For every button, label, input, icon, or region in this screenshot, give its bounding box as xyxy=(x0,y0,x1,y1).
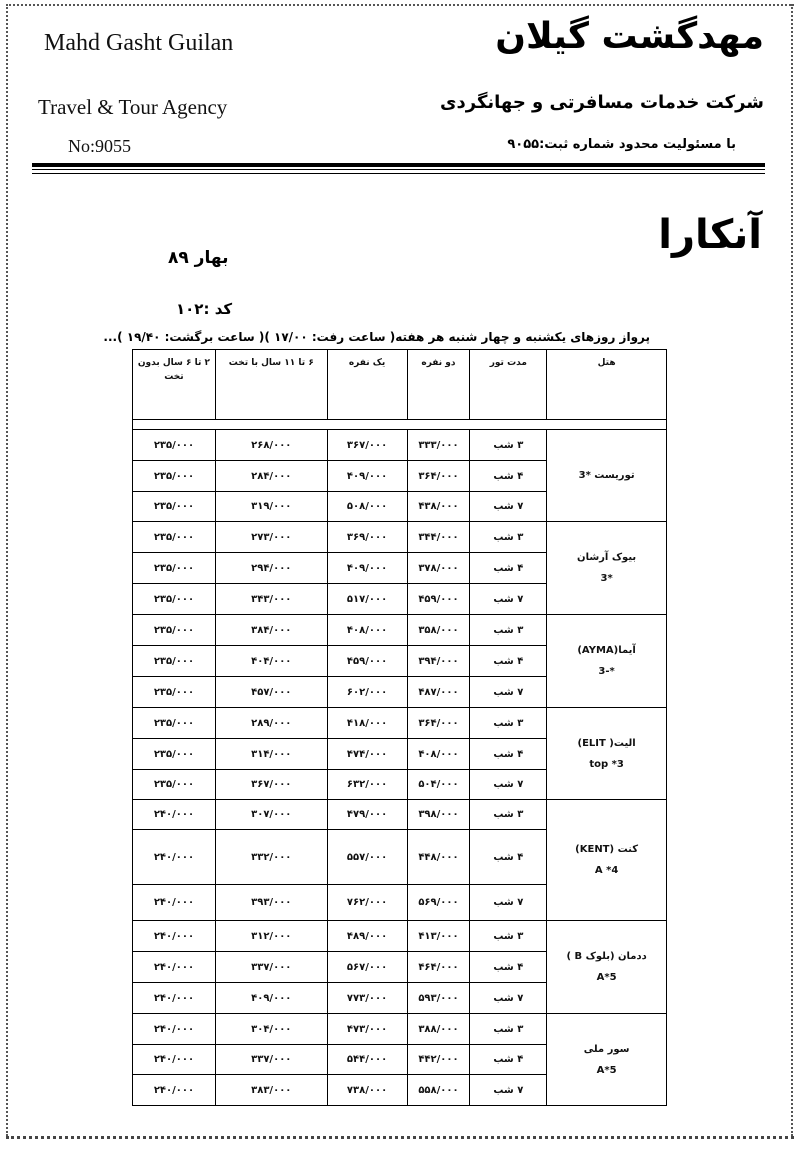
cell-c26: ۲۴۰/۰۰۰ xyxy=(133,830,216,885)
cell-c26: ۲۳۵/۰۰۰ xyxy=(133,708,216,739)
cell-double: ۳۹۴/۰۰۰ xyxy=(407,646,470,677)
cell-single: ۵۵۷/۰۰۰ xyxy=(327,830,407,885)
cell-single: ۶۰۲/۰۰۰ xyxy=(327,677,407,708)
cell-c26: ۲۳۵/۰۰۰ xyxy=(133,646,216,677)
cell-double: ۴۳۸/۰۰۰ xyxy=(407,492,470,522)
agency-subtitle-persian: شرکت خدمات مسافرتی و جهانگردی xyxy=(440,92,764,113)
cell-double: ۳۶۴/۰۰۰ xyxy=(407,461,470,492)
page-border-bottom xyxy=(6,1136,794,1139)
cell-duration: ۳ شب xyxy=(470,800,547,830)
cell-c611: ۲۷۳/۰۰۰ xyxy=(215,522,327,553)
price-table-body xyxy=(133,420,667,1106)
hotel-name-cell xyxy=(547,708,667,800)
cell-double: ۳۹۸/۰۰۰ xyxy=(407,800,470,830)
cell-c611: ۲۸۴/۰۰۰ xyxy=(215,461,327,492)
hotel-stars: 5*A xyxy=(596,1064,617,1076)
cell-double: ۴۱۳/۰۰۰ xyxy=(407,921,470,952)
season-label: بهار ۸۹ xyxy=(168,248,229,268)
cell-c26: ۲۳۵/۰۰۰ xyxy=(133,615,216,646)
table-spacer-row xyxy=(133,420,667,430)
cell-c611: ۳۸۳/۰۰۰ xyxy=(215,1075,327,1106)
cell-c26: ۲۳۵/۰۰۰ xyxy=(133,553,216,584)
hotel-name: کنت (KENT) xyxy=(575,844,639,855)
table-row xyxy=(133,430,667,461)
cell-single: ۴۰۹/۰۰۰ xyxy=(327,553,407,584)
cell-c611: ۳۸۴/۰۰۰ xyxy=(215,615,327,646)
cell-single: ۴۰۹/۰۰۰ xyxy=(327,461,407,492)
cell-single: ۴۱۸/۰۰۰ xyxy=(327,708,407,739)
hotel-name-cell xyxy=(547,430,667,522)
cell-c26: ۲۳۵/۰۰۰ xyxy=(133,584,216,615)
cell-single: ۴۷۴/۰۰۰ xyxy=(327,739,407,770)
cell-single: ۵۶۷/۰۰۰ xyxy=(327,952,407,983)
cell-c26: ۲۳۵/۰۰۰ xyxy=(133,492,216,522)
hotel-stars: *-3 xyxy=(598,666,615,677)
cell-c26: ۲۴۰/۰۰۰ xyxy=(133,1045,216,1075)
cell-duration: ۴ شب xyxy=(470,952,547,983)
cell-c611: ۴۰۴/۰۰۰ xyxy=(215,646,327,677)
registration-number-english: No:9055 xyxy=(68,136,131,156)
cell-duration: ۳ شب xyxy=(470,1014,547,1045)
table-spacer-cell xyxy=(133,420,667,430)
cell-duration: ۷ شب xyxy=(470,983,547,1014)
cell-double: ۴۵۹/۰۰۰ xyxy=(407,584,470,615)
header-child-2-6: ۲ تا ۶ سال بدون تخت xyxy=(133,350,216,420)
registration-persian: با مسئولیت محدود شماره ثبت:۹۰۵۵ xyxy=(507,137,736,152)
cell-c611: ۳۳۲/۰۰۰ xyxy=(215,830,327,885)
flight-info: پرواز روزهای یکشنبه و چهار شنبه هر هفته( ساعت رفت: ۱۷/۰۰ )( ساعت برگشت: ۱۹/۴۰ )... xyxy=(103,330,650,344)
cell-c611: ۳۳۷/۰۰۰ xyxy=(215,952,327,983)
header-divider-thin-2 xyxy=(32,173,765,174)
cell-c26: ۲۳۵/۰۰۰ xyxy=(133,430,216,461)
cell-single: ۳۶۹/۰۰۰ xyxy=(327,522,407,553)
cell-c611: ۳۶۷/۰۰۰ xyxy=(215,770,327,800)
cell-duration: ۳ شب xyxy=(470,921,547,952)
hotel-stars: 3* top xyxy=(589,758,624,770)
cell-duration: ۳ شب xyxy=(470,522,547,553)
page-border-right xyxy=(791,4,793,1136)
cell-c26: ۲۴۰/۰۰۰ xyxy=(133,1075,216,1106)
cell-single: ۴۸۹/۰۰۰ xyxy=(327,921,407,952)
page-border-left xyxy=(6,4,8,1136)
cell-duration: ۷ شب xyxy=(470,584,547,615)
page-border-top xyxy=(6,4,794,6)
cell-double: ۳۷۸/۰۰۰ xyxy=(407,553,470,584)
cell-single: ۴۷۳/۰۰۰ xyxy=(327,1014,407,1045)
hotel-stars: *3 xyxy=(600,573,613,584)
cell-c611: ۲۹۴/۰۰۰ xyxy=(215,553,327,584)
price-table xyxy=(132,349,667,1106)
agency-name-persian: مهدگشت گیلان xyxy=(495,16,764,57)
cell-c26: ۲۳۵/۰۰۰ xyxy=(133,522,216,553)
cell-double: ۳۳۳/۰۰۰ xyxy=(407,430,470,461)
cell-double: ۳۵۸/۰۰۰ xyxy=(407,615,470,646)
cell-single: ۵۱۷/۰۰۰ xyxy=(327,584,407,615)
cell-double: ۳۴۴/۰۰۰ xyxy=(407,522,470,553)
cell-c26: ۲۳۵/۰۰۰ xyxy=(133,461,216,492)
header-single: یک نفره xyxy=(327,350,407,420)
cell-double: ۳۸۸/۰۰۰ xyxy=(407,1014,470,1045)
cell-c26: ۲۴۰/۰۰۰ xyxy=(133,921,216,952)
cell-duration: ۴ شب xyxy=(470,739,547,770)
tour-code: کد :۱۰۲ xyxy=(176,300,233,318)
cell-c26: ۲۴۰/۰۰۰ xyxy=(133,1014,216,1045)
table-row xyxy=(133,800,667,830)
hotel-name-cell xyxy=(547,615,667,708)
cell-c611: ۲۶۸/۰۰۰ xyxy=(215,430,327,461)
header-hotel: هتل xyxy=(547,350,667,420)
cell-c611: ۳۳۷/۰۰۰ xyxy=(215,1045,327,1075)
cell-double: ۳۶۴/۰۰۰ xyxy=(407,708,470,739)
cell-duration: ۷ شب xyxy=(470,770,547,800)
cell-double: ۵۶۹/۰۰۰ xyxy=(407,885,470,921)
hotel-name-cell xyxy=(547,522,667,615)
cell-single: ۴۷۹/۰۰۰ xyxy=(327,800,407,830)
cell-double: ۴۴۸/۰۰۰ xyxy=(407,830,470,885)
cell-c26: ۲۴۰/۰۰۰ xyxy=(133,800,216,830)
cell-single: ۵۴۴/۰۰۰ xyxy=(327,1045,407,1075)
cell-single: ۶۳۲/۰۰۰ xyxy=(327,770,407,800)
hotel-name-cell xyxy=(547,921,667,1014)
cell-single: ۴۰۸/۰۰۰ xyxy=(327,615,407,646)
cell-duration: ۷ شب xyxy=(470,1075,547,1106)
cell-single: ۷۳۸/۰۰۰ xyxy=(327,1075,407,1106)
header-divider-thin xyxy=(32,169,765,170)
header-duration: مدت تور xyxy=(470,350,547,420)
cell-c611: ۳۹۳/۰۰۰ xyxy=(215,885,327,921)
cell-c611: ۴۵۷/۰۰۰ xyxy=(215,677,327,708)
hotel-stars: 5*A xyxy=(596,972,617,983)
cell-duration: ۳ شب xyxy=(470,615,547,646)
hotel-name: الیت( ELIT) xyxy=(577,737,636,749)
agency-name-english: Mahd Gasht Guilan xyxy=(44,30,234,56)
hotel-name: ددمان (بلوک B ) xyxy=(566,951,647,962)
cell-duration: ۳ شب xyxy=(470,430,547,461)
cell-duration: ۴ شب xyxy=(470,1045,547,1075)
cell-c26: ۲۴۰/۰۰۰ xyxy=(133,983,216,1014)
cell-c26: ۲۳۵/۰۰۰ xyxy=(133,770,216,800)
table-row xyxy=(133,615,667,646)
table-header-row xyxy=(133,350,667,420)
cell-c611: ۲۸۹/۰۰۰ xyxy=(215,708,327,739)
cell-double: ۴۸۷/۰۰۰ xyxy=(407,677,470,708)
cell-single: ۴۵۹/۰۰۰ xyxy=(327,646,407,677)
cell-c26: ۲۳۵/۰۰۰ xyxy=(133,677,216,708)
cell-c26: ۲۳۵/۰۰۰ xyxy=(133,739,216,770)
table-row xyxy=(133,522,667,553)
cell-double: ۴۶۴/۰۰۰ xyxy=(407,952,470,983)
cell-double: ۴۴۲/۰۰۰ xyxy=(407,1045,470,1075)
hotel-name: آیما(AYMA) xyxy=(577,645,636,656)
cell-c26: ۲۴۰/۰۰۰ xyxy=(133,885,216,921)
cell-c611: ۳۱۴/۰۰۰ xyxy=(215,739,327,770)
cell-single: ۵۰۸/۰۰۰ xyxy=(327,492,407,522)
cell-duration: ۴ شب xyxy=(470,830,547,885)
cell-duration: ۳ شب xyxy=(470,708,547,739)
hotel-name-cell xyxy=(547,800,667,921)
cell-duration: ۷ شب xyxy=(470,885,547,921)
cell-duration: ۴ شب xyxy=(470,553,547,584)
cell-single: ۷۶۲/۰۰۰ xyxy=(327,885,407,921)
cell-c611: ۳۰۷/۰۰۰ xyxy=(215,800,327,830)
cell-c611: ۳۰۴/۰۰۰ xyxy=(215,1014,327,1045)
hotel-name: توریست *3 xyxy=(578,470,635,481)
cell-duration: ۴ شب xyxy=(470,646,547,677)
cell-duration: ۷ شب xyxy=(470,492,547,522)
cell-c611: ۳۱۹/۰۰۰ xyxy=(215,492,327,522)
cell-single: ۳۶۷/۰۰۰ xyxy=(327,430,407,461)
cell-double: ۵۹۳/۰۰۰ xyxy=(407,983,470,1014)
table-row xyxy=(133,921,667,952)
header-child-6-11: ۶ تا ۱۱ سال با تخت xyxy=(215,350,327,420)
cell-c611: ۳۱۲/۰۰۰ xyxy=(215,921,327,952)
cell-duration: ۴ شب xyxy=(470,461,547,492)
table-row xyxy=(133,708,667,739)
cell-double: ۵۵۸/۰۰۰ xyxy=(407,1075,470,1106)
hotel-stars: 4* A xyxy=(594,865,619,876)
cell-c611: ۳۴۳/۰۰۰ xyxy=(215,584,327,615)
agency-subtitle-english: Travel & Tour Agency xyxy=(38,95,228,119)
cell-single: ۷۷۳/۰۰۰ xyxy=(327,983,407,1014)
cell-double: ۴۰۸/۰۰۰ xyxy=(407,739,470,770)
cell-duration: ۷ شب xyxy=(470,677,547,708)
cell-double: ۵۰۴/۰۰۰ xyxy=(407,770,470,800)
hotel-name-cell xyxy=(547,1014,667,1106)
hotel-name: بیوک آرشان xyxy=(577,552,637,563)
cell-c611: ۴۰۹/۰۰۰ xyxy=(215,983,327,1014)
header-divider xyxy=(32,163,765,167)
table-row xyxy=(133,1014,667,1045)
cell-c26: ۲۴۰/۰۰۰ xyxy=(133,952,216,983)
destination-title: آنکارا xyxy=(658,212,762,258)
hotel-name: سور ملی xyxy=(583,1043,630,1055)
header-double: دو نفره xyxy=(407,350,470,420)
